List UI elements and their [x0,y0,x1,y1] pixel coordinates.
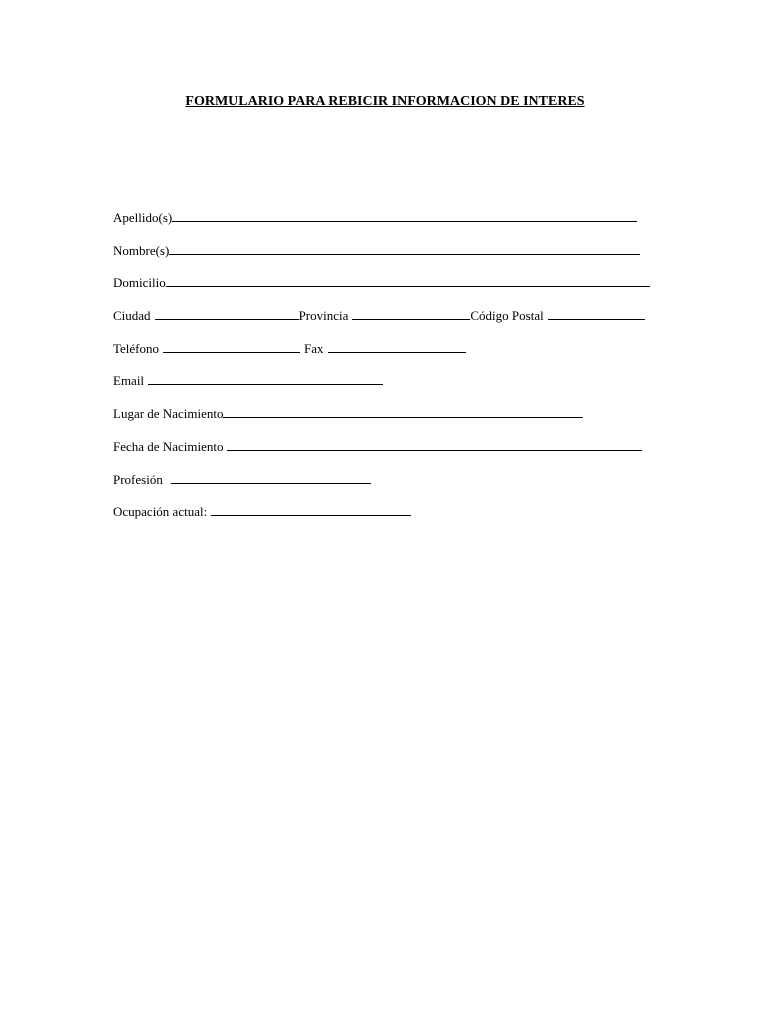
label-domicilio: Domicilio [113,275,166,291]
label-ciudad: Ciudad [113,308,151,324]
form-title: FORMULARIO PARA REBICIR INFORMACION DE INTERES [185,94,585,109]
row-fecha-nacimiento [113,438,673,471]
lugar-nacimiento-field[interactable] [223,405,583,418]
label-telefono: Teléfono [113,340,160,356]
row-lugar-nacimiento [113,405,673,438]
label-email: Email [113,373,145,389]
label-fax: Fax [304,340,324,356]
row-ocupacion-actual [113,503,673,536]
email-field[interactable] [148,372,383,385]
ocupacion-actual-field[interactable] [211,503,411,516]
provincia-field[interactable] [352,307,470,320]
row-ciudad-provincia-cp [113,307,673,340]
label-fecha-nacimiento: Fecha de Nacimiento [113,438,224,454]
ciudad-field[interactable] [155,307,299,320]
fecha-nacimiento-field[interactable] [227,438,642,451]
row-apellidos [113,209,673,242]
form-fields [113,209,673,536]
row-email [113,372,673,405]
label-lugar-nacimiento: Lugar de Nacimiento [113,406,224,422]
nombres-field[interactable] [169,242,640,255]
label-profesion: Profesión [113,471,163,487]
codigo-postal-field[interactable] [548,307,645,320]
label-nombres: Nombre(s) [113,242,170,258]
row-profesion [113,471,673,504]
label-apellidos: Apellido(s) [113,210,173,225]
row-nombres [113,242,673,275]
profesion-field[interactable] [171,471,371,484]
domicilio-field[interactable] [166,274,650,287]
row-domicilio [113,274,673,307]
label-codigo-postal: Código Postal [470,308,544,324]
fax-field[interactable] [328,340,466,353]
telefono-field[interactable] [163,340,300,353]
row-telefono-fax [113,340,673,373]
label-ocupacion-actual: Ocupación actual: [113,504,208,520]
apellidos-field[interactable] [172,209,637,222]
label-provincia: Provincia [298,308,349,324]
